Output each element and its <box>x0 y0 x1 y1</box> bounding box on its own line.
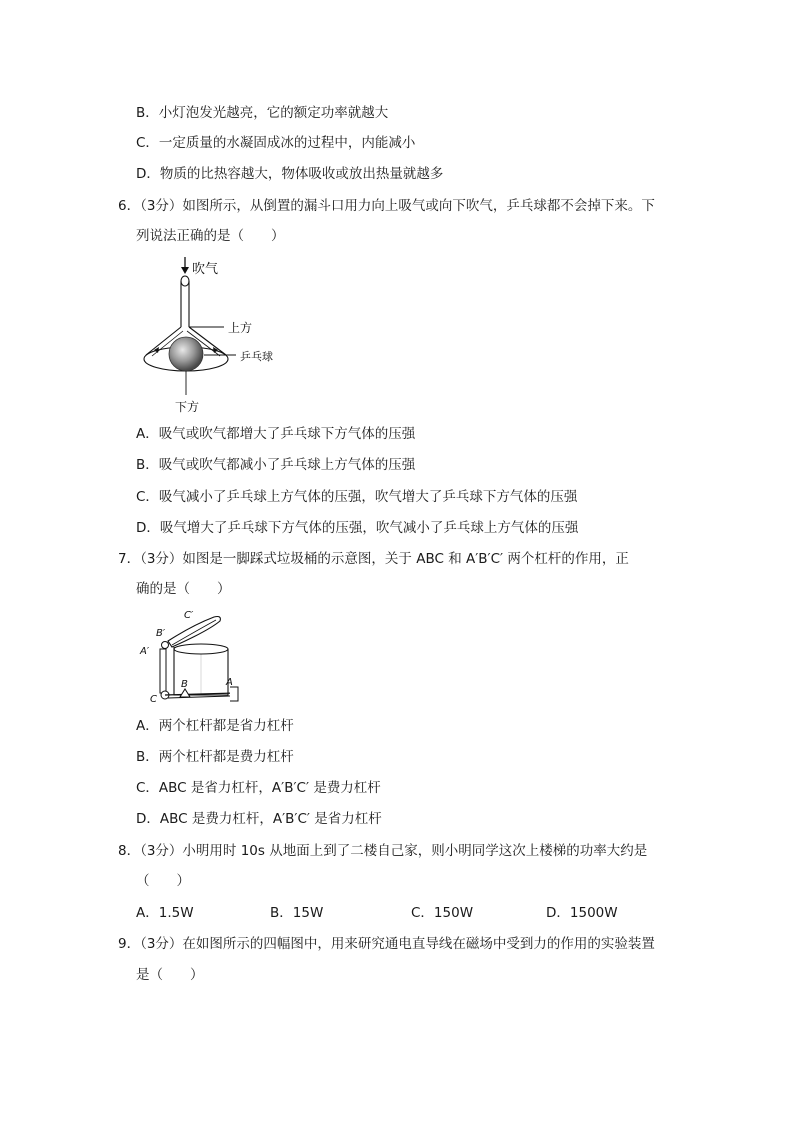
q8-stem-line1: 8．（3分）小明用时 10s 从地面上到了二楼自己家，则小明同学这次上楼梯的功率大约是 <box>118 843 648 859</box>
q8-option-b: B．15W <box>270 905 324 921</box>
label-a: A <box>226 677 233 688</box>
label-blow: 吹气 <box>192 262 219 277</box>
q7-stem-line2: 确的是（ ） <box>136 581 231 597</box>
q5-option-c: C．一定质量的水凝固成冰的过程中，内能减小 <box>136 135 416 151</box>
label-c: C <box>150 694 157 705</box>
label-b-prime: B′ <box>156 628 166 639</box>
q7-stem-line1: 7．（3分）如图是一脚踩式垃圾桶的示意图，关于 ABC 和 A′B′C′ 两个杠杆的作用，正 <box>118 551 629 567</box>
q5-option-b: B．小灯泡发光越亮，它的额定功率就越大 <box>136 105 389 121</box>
q5-option-d: D．物质的比热容越大，物体吸收或放出热量就越多 <box>136 166 444 182</box>
q8-option-c: C．150W <box>411 905 474 921</box>
q7-option-b: B．两个杠杆都是费力杠杆 <box>136 749 294 765</box>
q7-option-a: A．两个杠杆都是省力杠杆 <box>136 718 294 734</box>
q6-option-c: C．吸气减小了乒乓球上方气体的压强，吹气增大了乒乓球下方气体的压强 <box>136 489 578 505</box>
q6-option-b: B．吸气或吹气都减小了乒乓球上方气体的压强 <box>136 457 416 473</box>
trash-can-figure <box>138 605 258 705</box>
label-a-prime: A′ <box>140 646 150 657</box>
funnel-figure <box>140 255 300 417</box>
q7-option-d: D．ABC 是费力杠杆，A′B′C′ 是省力杠杆 <box>136 811 382 827</box>
label-bottom: 下方 <box>175 400 200 414</box>
q7-option-c: C．ABC 是省力杠杆，A′B′C′ 是费力杠杆 <box>136 780 381 796</box>
label-ball: 乒乓球 <box>240 350 273 363</box>
q9-stem-line1: 9．（3分）在如图所示的四幅图中，用来研究通电直导线在磁场中受到力的作用的实验装置 <box>118 936 655 952</box>
q6-option-d: D．吸气增大了乒乓球下方气体的压强，吹气减小了乒乓球上方气体的压强 <box>136 520 579 536</box>
label-c-prime: C′ <box>184 610 194 621</box>
q8-stem-line2: （ ） <box>136 873 190 889</box>
q9-stem-line2: 是（ ） <box>136 967 204 983</box>
q6-stem-line1: 6．（3分）如图所示，从倒置的漏斗口用力向上吸气或向下吹气，乒乓球都不会掉下来。下 <box>118 198 655 214</box>
label-top: 上方 <box>228 321 253 335</box>
q6-option-a: A．吸气或吹气都增大了乒乓球下方气体的压强 <box>136 426 416 442</box>
label-b: B <box>181 679 188 690</box>
q8-options-row <box>0 903 794 923</box>
q8-option-a: A．1.5W <box>136 905 194 921</box>
q8-option-d: D．1500W <box>546 905 618 921</box>
q6-stem-line2: 列说法正确的是（ ） <box>136 228 285 244</box>
